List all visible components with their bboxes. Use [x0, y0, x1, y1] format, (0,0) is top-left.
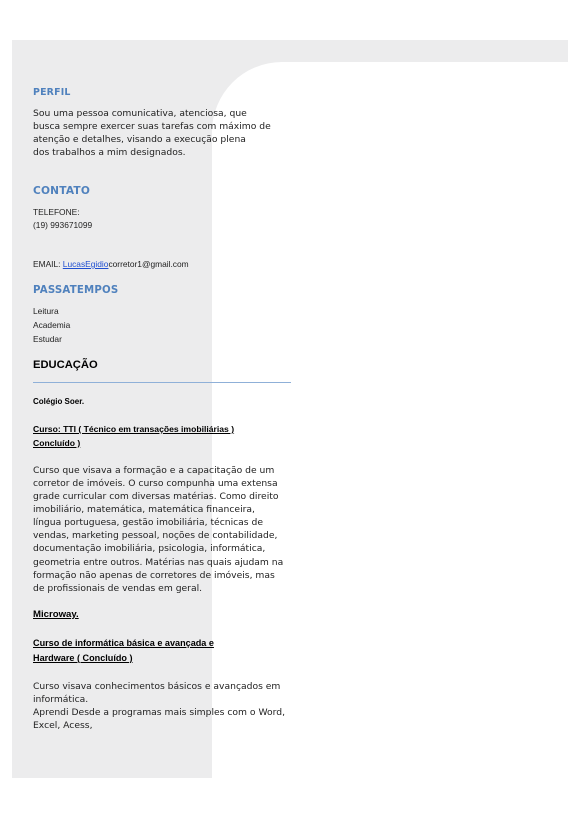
course-desc-line: geometria entre outros. Matérias nas quais ajudam na	[33, 557, 284, 568]
course-desc-line: vendas, marketing pessoal, noções de contabilidade,	[33, 530, 278, 541]
course-desc-line: Aprendi Desde a programas mais simples com o Word,	[33, 707, 285, 718]
phone-label: TELEFONE:	[33, 207, 80, 217]
hobby-item: Leitura	[33, 306, 59, 316]
perfil-heading: PERFIL	[33, 87, 71, 98]
course-desc-line: Excel, Acess,	[33, 720, 93, 731]
course-title: Curso de informática básica e avançada e	[33, 638, 214, 648]
section-divider	[33, 382, 291, 383]
passatempos-heading: PASSATEMPOS	[33, 285, 119, 296]
phone-number: (19) 993671099	[33, 220, 93, 230]
educacao-heading: EDUCAÇÃO	[33, 359, 98, 371]
hobby-item: Academia	[33, 320, 71, 330]
course-desc-line: corretor de imóveis. O curso compunha uma extensa	[33, 478, 278, 489]
perfil-line: atenção e detalhes, visando a execução plena	[33, 134, 246, 145]
email-rest: corretor1@gmail.com	[108, 259, 189, 269]
email-line	[33, 258, 189, 270]
course-desc-line: formação não apenas de corretores de imóveis, mas	[33, 570, 275, 581]
course-desc-line: língua portuguesa, gestão imobiliária, técnicas de	[33, 517, 263, 528]
perfil-line: Sou uma pessoa comunicativa, atenciosa, que	[33, 108, 247, 119]
course-desc-line: grade curricular com diversas matérias. Como direito	[33, 491, 279, 502]
school-name: Colégio Soer.	[33, 397, 85, 406]
page-curve-decoration	[212, 62, 568, 778]
course-desc-line: de profissionais de vendas em geral.	[33, 583, 203, 594]
course-title: Curso: TTI ( Técnico em transações imobiliárias )	[33, 424, 235, 434]
course-desc-line: Curso que visava a formação e a capacitação de um	[33, 465, 275, 476]
email-link[interactable]: LucasEgidio	[62, 259, 109, 269]
perfil-line: dos trabalhos a mim designados.	[33, 147, 186, 158]
contato-heading: CONTATO	[33, 185, 91, 197]
course-title: Concluído )	[33, 438, 81, 448]
course-desc-line: Curso visava conhecimentos básicos e avançados em	[33, 681, 281, 692]
course-desc-line: documentação imobiliária, psicologia, informática,	[33, 543, 266, 554]
perfil-line: busca sempre exercer suas tarefas com máximo de	[33, 121, 271, 132]
course-title: Hardware ( Concluído )	[33, 653, 133, 663]
course-desc-line: informática.	[33, 694, 89, 705]
course-desc-line: imobiliário, matemática, matemática financeira,	[33, 504, 255, 515]
email-label: EMAIL:	[33, 259, 61, 269]
hobby-item: Estudar	[33, 334, 62, 344]
school-name: Microway.	[33, 609, 79, 620]
